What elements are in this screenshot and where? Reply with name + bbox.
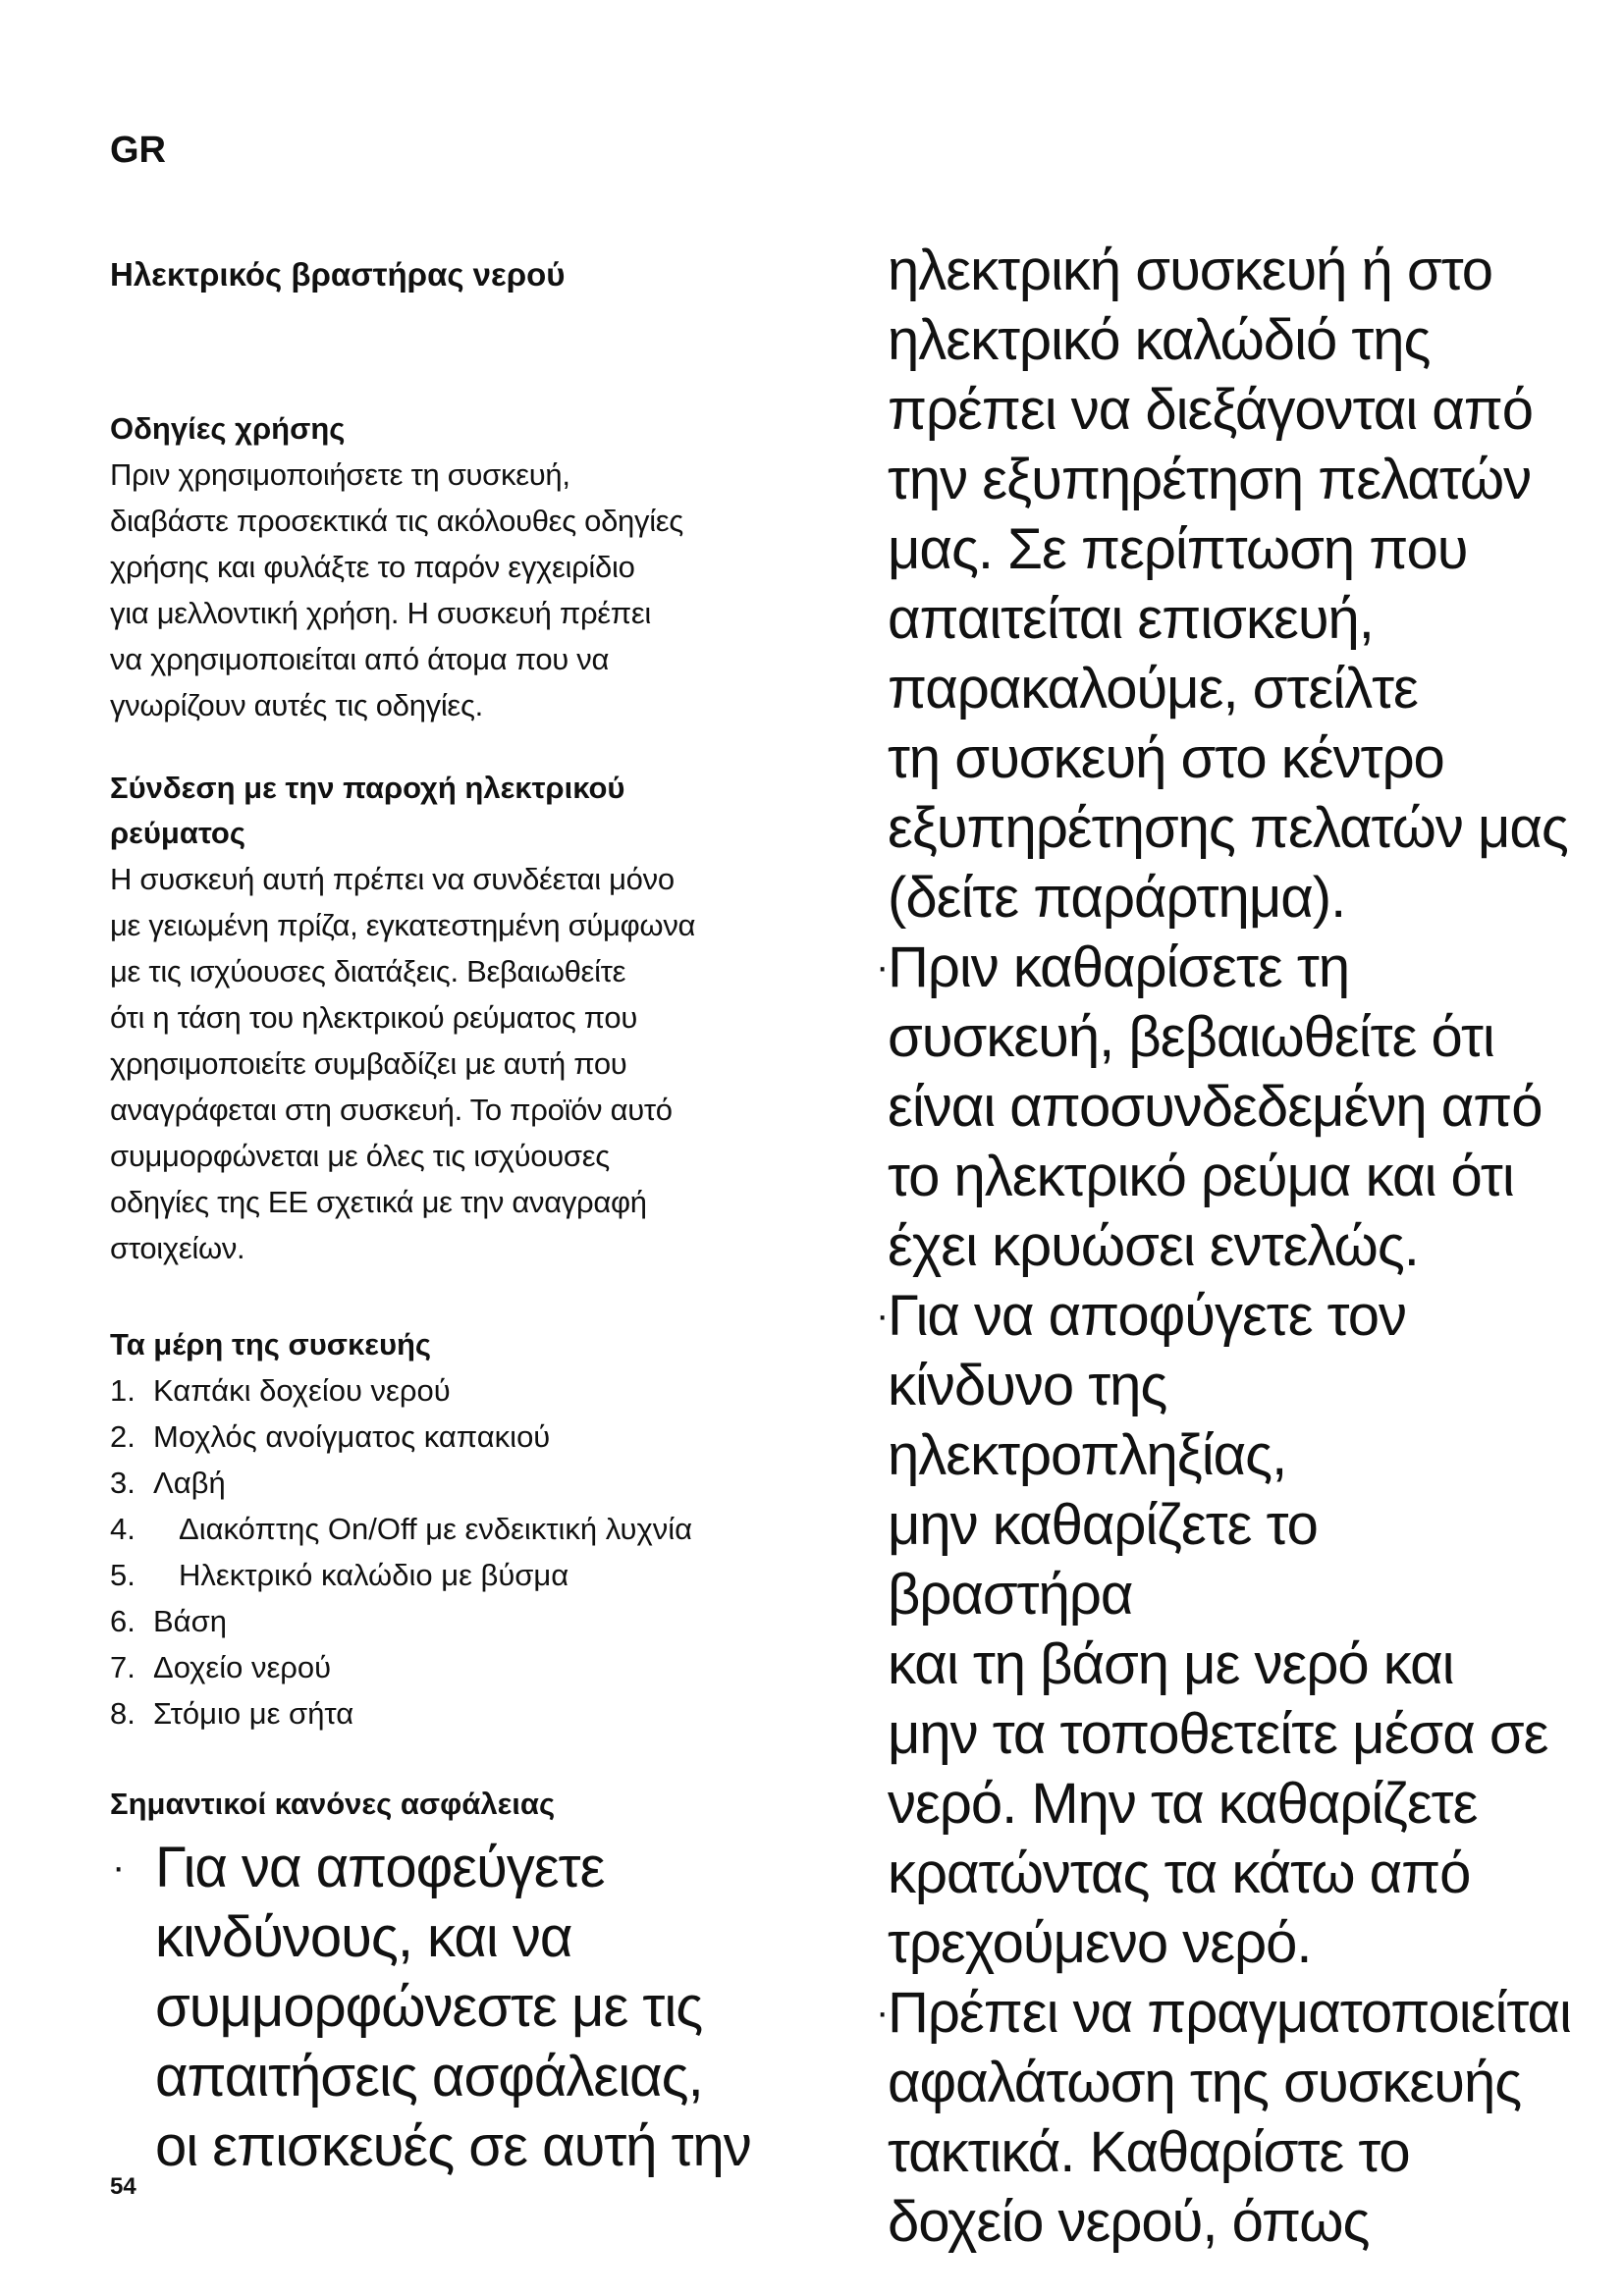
text-line: συμμορφώνεστε με τις <box>155 1974 703 2039</box>
list-item <box>110 1506 817 1552</box>
text-line: κίνδυνο της ηλεκτροπληξίας, <box>888 1354 1287 1487</box>
text-line: (δείτε παράρτημα). <box>888 866 1346 930</box>
item-number: 3. <box>110 1465 135 1500</box>
text-line: ηλεκτρικό καλώδιό της <box>888 308 1431 372</box>
text-line: παρακαλούμε, στείλτε <box>888 657 1418 721</box>
list-item <box>110 1367 817 1414</box>
text-line: χρησιμοποιείτε συμβαδίζει με αυτή που <box>110 1045 627 1081</box>
text-line: αναγράφεται στη συσκευή. Το προϊόν αυτό <box>110 1092 673 1127</box>
parts-heading: Τα μέρη της συσκευής <box>110 1326 432 1362</box>
text-line: το ηλεκτρικό ρεύμα και ότι <box>888 1145 1514 1208</box>
bullet-marker: · <box>876 1294 889 1337</box>
item-number: 2. <box>110 1418 135 1454</box>
text-line: απαιτείται επισκευή, <box>888 587 1374 651</box>
text-line: νερό. Μην τα καθαρίζετε <box>888 1772 1478 1836</box>
heading-line: ρεύματος <box>110 815 245 850</box>
heading-line: Σύνδεση με την παροχή ηλεκτρικού <box>110 770 625 805</box>
text-line: Πριν καθαρίσετε τη <box>888 935 1350 999</box>
item-text: Βάση <box>153 1603 227 1638</box>
safety-bullet-4 <box>876 1978 1575 2257</box>
text-line: διαβάστε προσεκτικά τις ακόλουθες οδηγίες <box>110 503 683 538</box>
page-title: Ηλεκτρικός βραστήρας νερού <box>110 256 566 293</box>
list-item <box>110 1598 817 1644</box>
item-number: 6. <box>110 1603 135 1638</box>
text-line: είναι αποσυνδεδεμένη από <box>888 1075 1543 1139</box>
text-line: τρεχούμενο νερό. <box>888 1911 1312 1975</box>
item-text: Δοχείο νερού <box>153 1649 332 1684</box>
item-number: 8. <box>110 1695 135 1731</box>
text-line: ηλεκτρική συσκευή ή στο <box>888 239 1493 302</box>
text-line: κρατώντας τα κάτω από <box>888 1842 1471 1905</box>
text-line: εξυπηρέτησης πελατών μας <box>888 796 1568 860</box>
text-line: οι επισκευές σε αυτή την <box>155 2113 751 2178</box>
usage-heading: Οδηγίες χρήσης <box>110 410 346 446</box>
text-line: με γειωμένη πρίζα, εγκατεστημένη σύμφωνα <box>110 907 696 942</box>
item-number: 7. <box>110 1649 135 1684</box>
item-text: Καπάκι δοχείου νερού <box>153 1372 451 1408</box>
text-line: μην τα τοποθετείτε μέσα σε <box>888 1702 1548 1766</box>
text-line: συσκευή, βεβαιωθείτε ότι <box>888 1005 1494 1069</box>
text-line: τη συσκευή στο κέντρο <box>888 726 1444 790</box>
text-line: οδηγίες της ΕΕ σχετικά με την αναγραφή <box>110 1184 647 1219</box>
right-column <box>876 236 1575 2257</box>
item-text: Διακόπτης On/Off με ενδεικτική λυχνία <box>179 1511 693 1546</box>
text-line: έχει κρυώσει εντελώς. <box>888 1214 1419 1278</box>
text-line: απαιτήσεις ασφάλειας, <box>155 2044 703 2109</box>
list-item <box>110 1414 817 1460</box>
power-text <box>110 856 817 1271</box>
item-text: Ηλεκτρικό καλώδιο με βύσμα <box>179 1557 569 1592</box>
item-number: 1. <box>110 1372 135 1408</box>
text-line: την εξυπηρέτηση πελατών <box>888 448 1532 511</box>
list-item <box>110 1460 817 1506</box>
text-line: Η συσκευή αυτή πρέπει να συνδέεται μόνο <box>110 861 675 896</box>
power-heading <box>110 766 817 856</box>
text-line: δοχείο νερού, όπως <box>888 2190 1370 2254</box>
text-line: Πριν χρησιμοποιήσετε τη συσκευή, <box>110 456 570 492</box>
bullet-marker: · <box>876 1991 889 2034</box>
left-column <box>110 255 817 2181</box>
bullet-marker: · <box>876 945 889 988</box>
text-line: στοιχείων. <box>110 1230 245 1265</box>
list-item <box>110 1644 817 1690</box>
safety-continued <box>888 236 1575 933</box>
text-line: γνωρίζουν αυτές τις οδηγίες. <box>110 687 483 722</box>
item-text: Στόμιο με σήτα <box>153 1695 354 1731</box>
text-line: τακτικά. Καθαρίστε το <box>888 2120 1410 2184</box>
item-number: 4. <box>110 1511 135 1546</box>
text-line: Για να αποφύγετε τον <box>888 1284 1407 1348</box>
parts-list <box>110 1367 817 1736</box>
language-code: GR <box>110 130 166 171</box>
usage-text <box>110 452 817 728</box>
page-number: 54 <box>110 2173 136 2200</box>
text-line: πρέπει να διεξάγονται από <box>888 378 1534 442</box>
safety-bullet-2 <box>876 933 1575 1281</box>
text-line: με τις ισχύουσες διατάξεις. Βεβαιωθείτε <box>110 953 626 988</box>
safety-bullet-1 <box>110 1833 817 2181</box>
text-line: κινδύνους, και να <box>155 1904 572 1969</box>
text-line: μας. Σε περίπτωση που <box>888 517 1468 581</box>
safety-heading: Σημαντικοί κανόνες ασφάλειας <box>110 1786 556 1821</box>
list-item <box>110 1552 817 1598</box>
text-line: να χρησιμοποιείται από άτομα που να <box>110 641 610 676</box>
text-line: μην καθαρίζετε το βραστήρα <box>888 1493 1318 1627</box>
list-item <box>110 1690 817 1736</box>
text-line: Για να αποφεύγετε <box>155 1835 605 1899</box>
text-line: για μελλοντική χρήση. Η συσκευή πρέπει <box>110 595 651 630</box>
bullet-marker: · <box>112 1844 125 1889</box>
text-line: Πρέπει να πραγματοποιείται <box>888 1981 1571 2045</box>
safety-bullet-3 <box>876 1281 1575 1978</box>
text-line: ότι η τάση του ηλεκτρικού ρεύματος που <box>110 999 638 1035</box>
item-text: Μοχλός ανοίγματος καπακιού <box>153 1418 551 1454</box>
text-line: χρήσης και φυλάξτε το παρόν εγχειρίδιο <box>110 549 635 584</box>
item-number: 5. <box>110 1557 135 1592</box>
text-line: αφαλάτωση της συσκευής <box>888 2051 1522 2114</box>
text-line: και τη βάση με νερό και <box>888 1632 1454 1696</box>
item-text: Λαβή <box>153 1465 226 1500</box>
text-line: συμμορφώνεται με όλες τις ισχύουσες <box>110 1138 610 1173</box>
